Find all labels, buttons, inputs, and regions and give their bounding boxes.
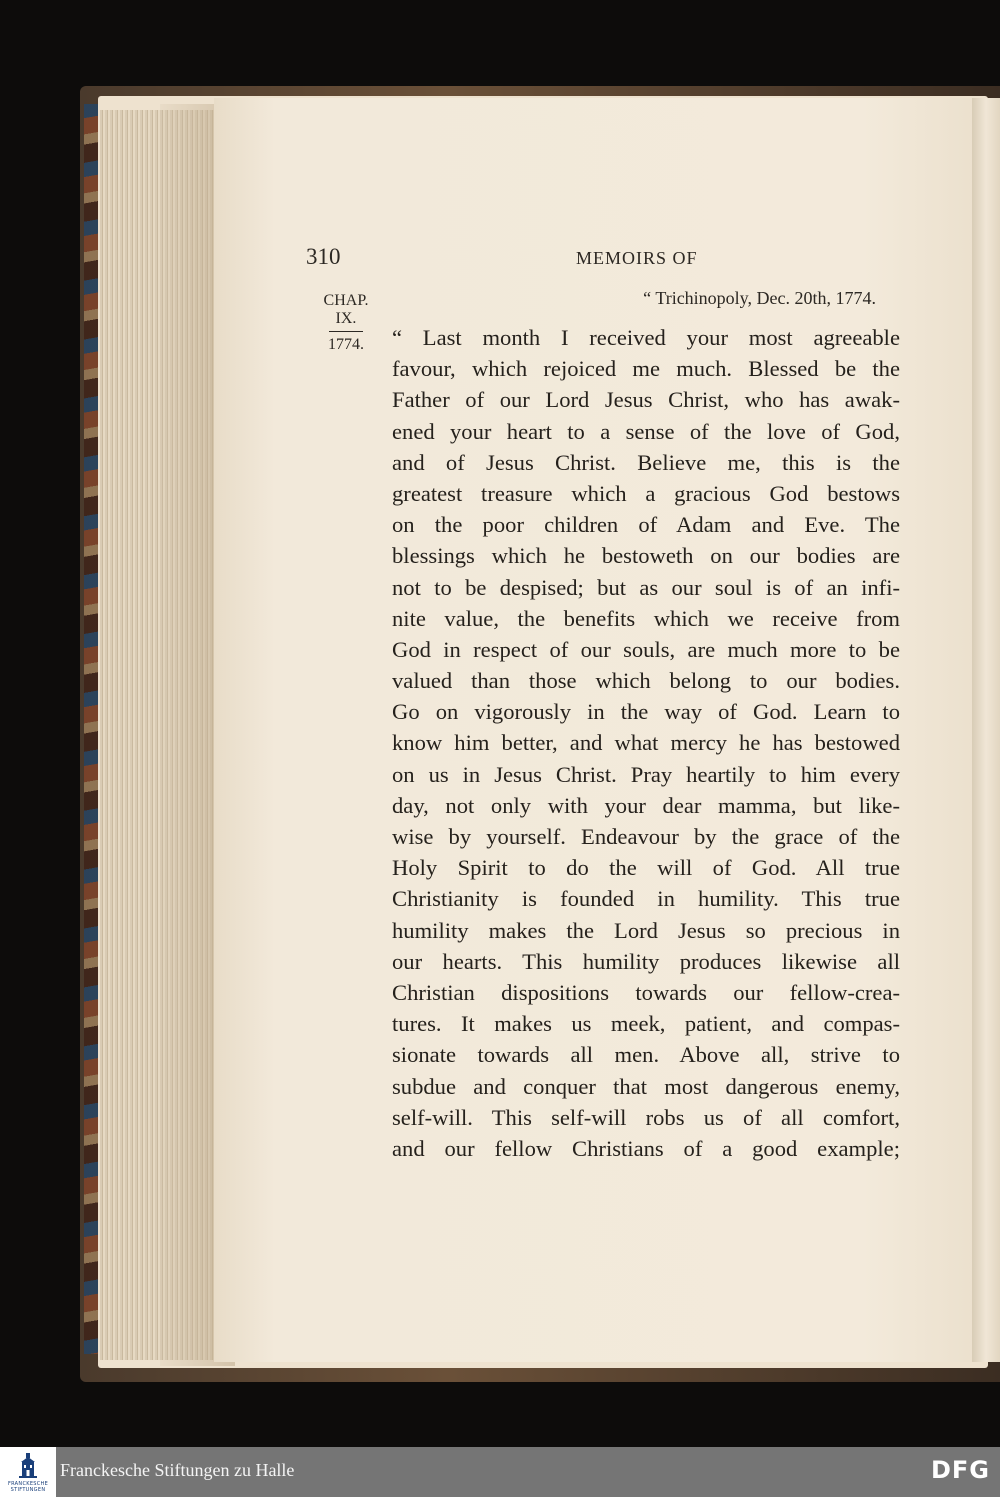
text-line: blessings which he bestoweth on our bodies are xyxy=(392,543,900,569)
text-line: “ Last month I received your most agreeable xyxy=(392,325,900,350)
text-line: sionate towards all men. Above all, strive to xyxy=(392,1042,900,1068)
margin-year: 1774. xyxy=(328,336,364,353)
text-line: nite value, the benefits which we receive from xyxy=(392,605,900,631)
text-line: ened your heart to a sense of the love of God, xyxy=(392,418,900,444)
text-line: and our fellow Christians of a good example; xyxy=(392,1135,900,1161)
text-line: subdue and conquer that most dangerous enemy, xyxy=(392,1073,900,1099)
text-line: favour, which rejoiced me much. Blessed be the xyxy=(392,356,900,382)
page-number: 310 xyxy=(306,244,341,269)
text-line: on us in Jesus Christ. Pray heartily to him every xyxy=(392,761,900,787)
text-line: self-will. This self-will robs us of all comfort, xyxy=(392,1104,900,1130)
text-line: tures. It makes us meek, patient, and compas- xyxy=(392,1011,900,1037)
text-line: God in respect of our souls, are much more to be xyxy=(392,636,900,662)
institution-logo[interactable] xyxy=(0,1447,56,1497)
institution-link[interactable]: Franckesche Stiftungen zu Halle xyxy=(60,1460,295,1480)
margin-rule xyxy=(329,331,363,332)
text-line: greatest treasure which a gracious God bestows xyxy=(392,480,900,506)
logo-caption: FRANCKESCHE STIFTUNGEN xyxy=(7,1481,49,1493)
text-line: Holy Spirit to do the will of God. All true xyxy=(392,855,900,881)
text-line: our hearts. This humility produces likewise all xyxy=(392,948,900,974)
text-line: know him better, and what mercy he has bestowed xyxy=(392,730,900,756)
text-line: Christian dispositions towards our fellow-crea- xyxy=(392,979,900,1005)
text-line: Father of our Lord Jesus Christ, who has awak- xyxy=(392,387,900,413)
text-line: on the poor children of Adam and Eve. The xyxy=(392,512,900,538)
letter-dateline: “ Trichinopoly, Dec. 20th, 1774. xyxy=(643,288,876,308)
text-line: Christianity is founded in humility. This true xyxy=(392,886,900,912)
text-line: Go on vigorously in the way of God. Learn to xyxy=(392,699,900,725)
running-head: MEMOIRS OF xyxy=(576,248,698,268)
page-header xyxy=(306,244,900,274)
chapter-label: CHAP. xyxy=(323,292,369,309)
page-gutter xyxy=(972,98,1000,1362)
chapter-margin-note xyxy=(316,292,376,354)
text-line: valued than those which belong to our bodies. xyxy=(392,668,900,694)
dfg-logo[interactable]: DFG xyxy=(930,1456,990,1484)
footer-bar xyxy=(0,1447,1000,1497)
text-line: humility makes the Lord Jesus so precious in xyxy=(392,917,900,943)
body-text xyxy=(392,322,900,1164)
building-icon xyxy=(18,1453,38,1479)
text-line: day, not only with your dear mamma, but like- xyxy=(392,792,900,818)
text-line: and of Jesus Christ. Believe me, this is the xyxy=(392,449,900,475)
text-line: not to be despised; but as our soul is of an infi- xyxy=(392,574,900,600)
text-line: wise by yourself. Endeavour by the grace of the xyxy=(392,824,900,849)
chapter-number: IX. xyxy=(335,310,357,327)
